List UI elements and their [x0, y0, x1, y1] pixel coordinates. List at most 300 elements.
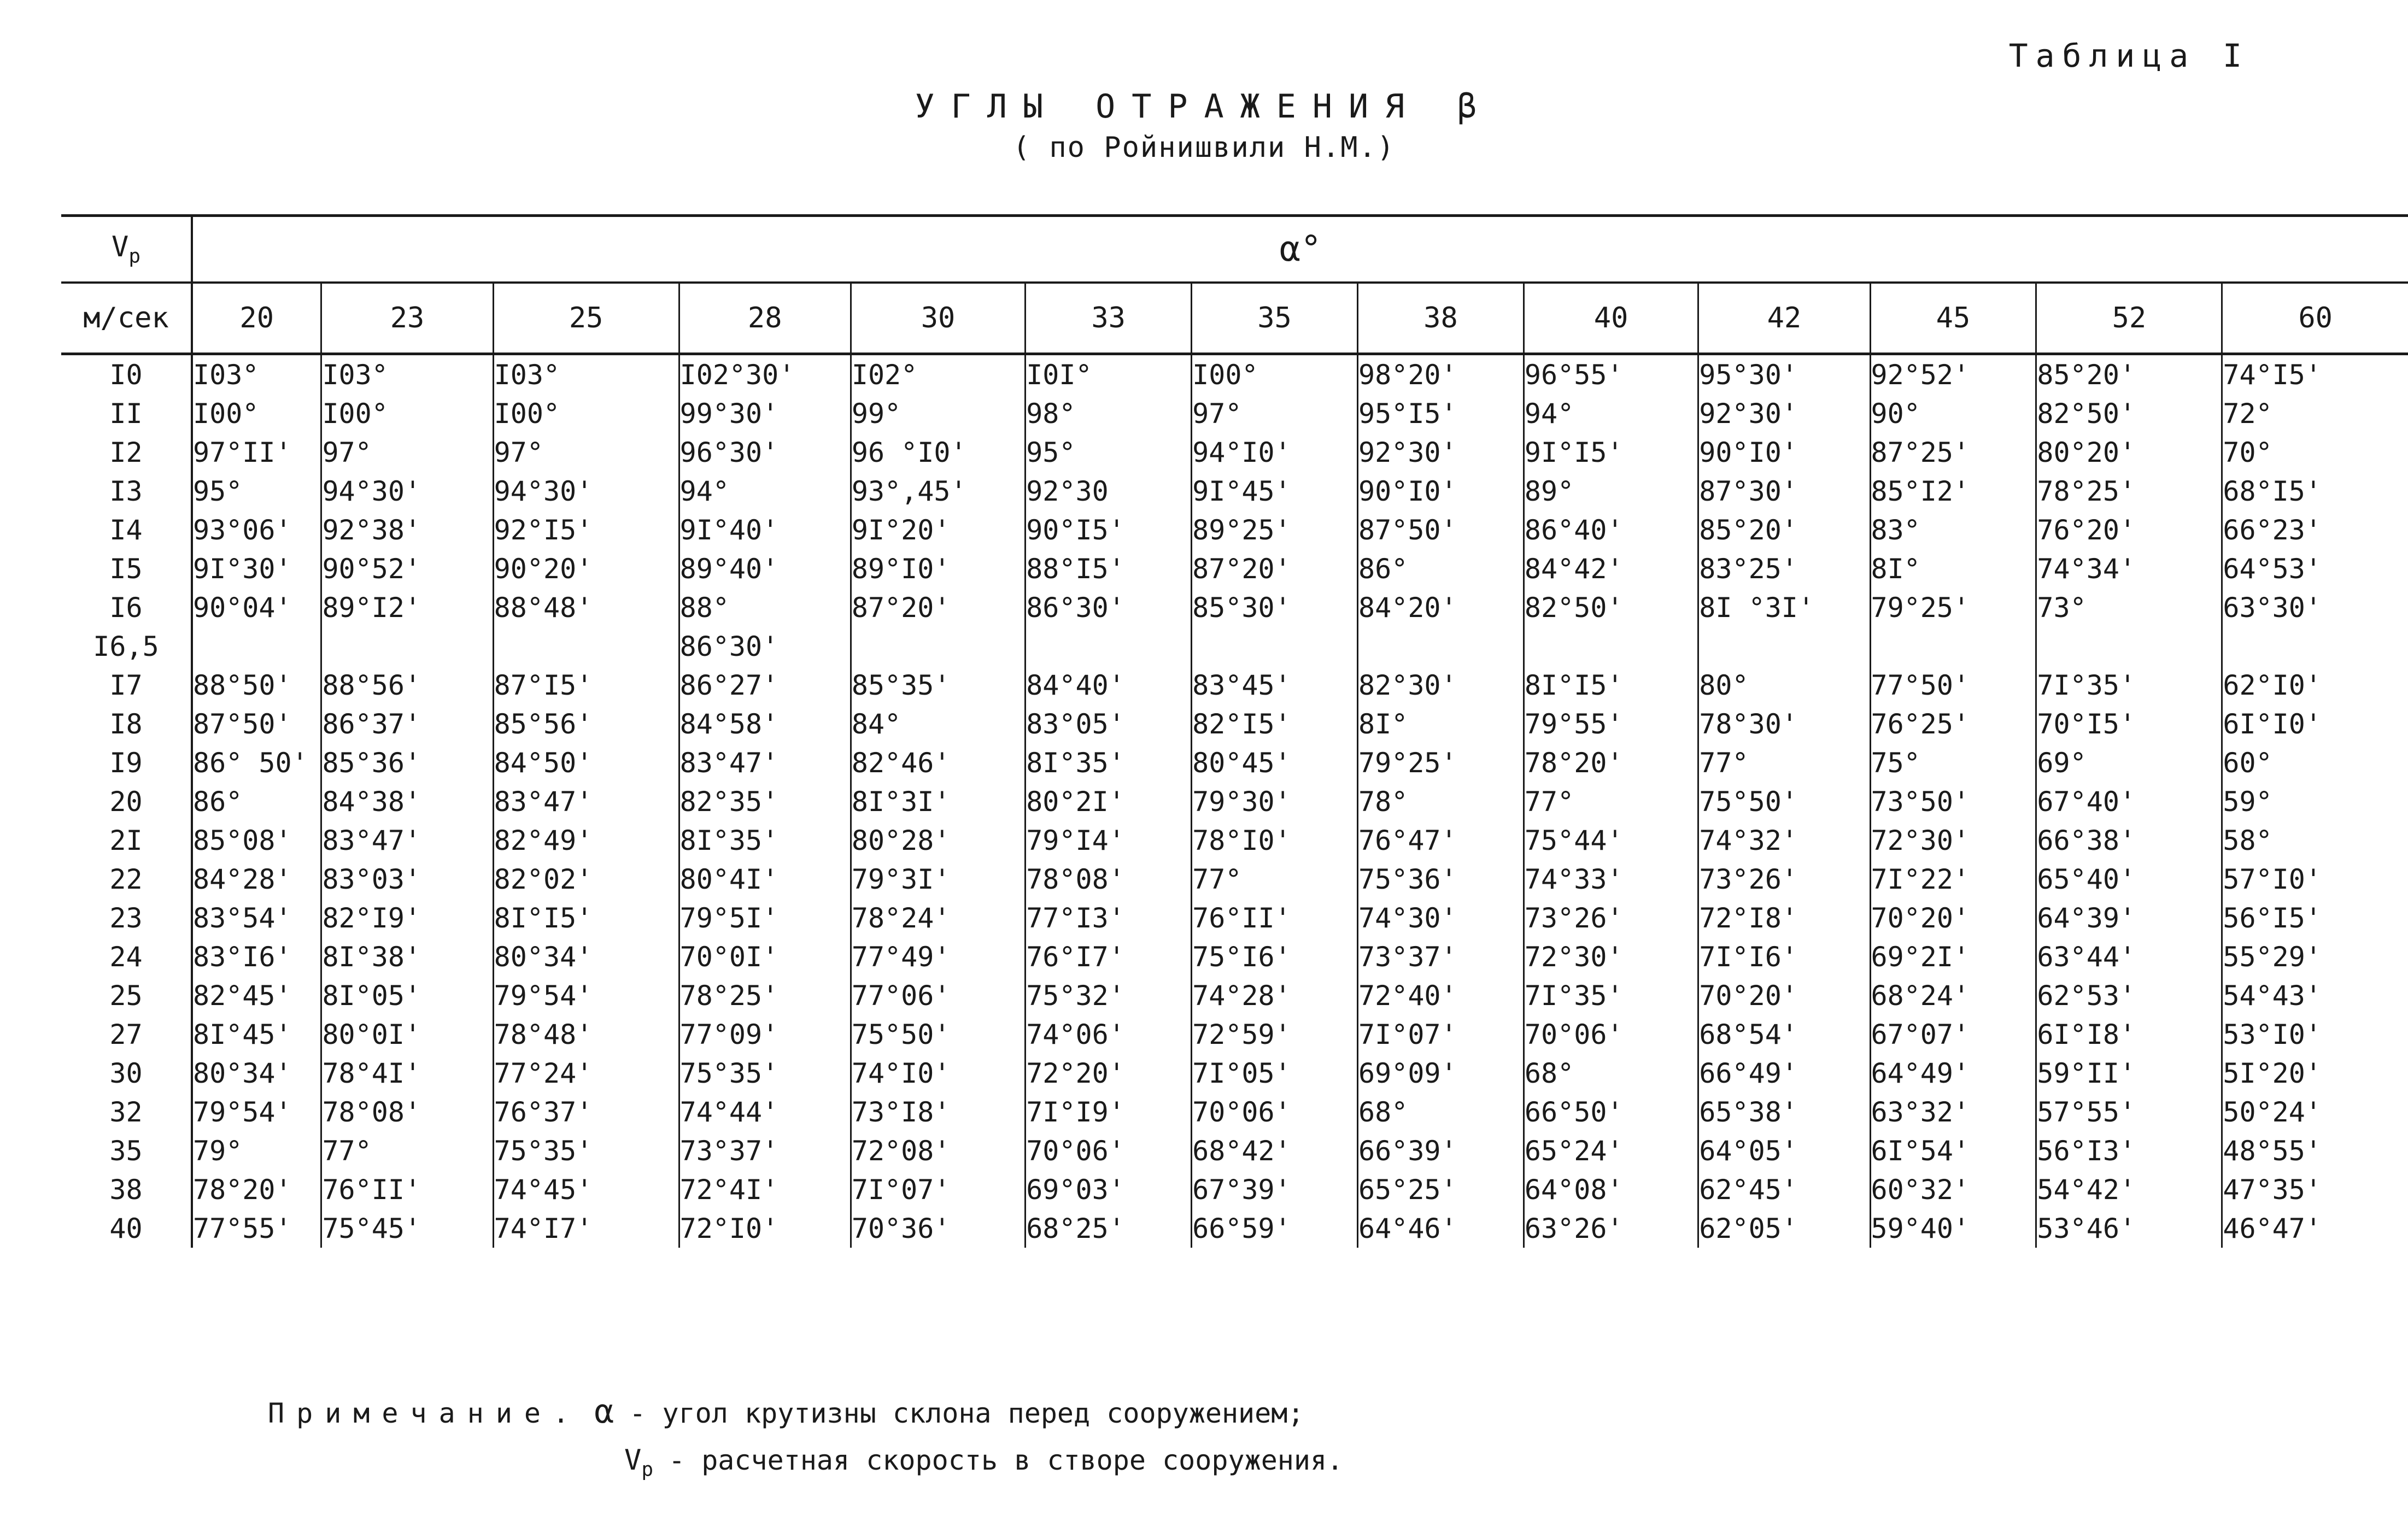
angle-value: 75°35' [679, 1054, 851, 1093]
alpha-column-8: 40 [1524, 283, 1698, 354]
angle-value: 79°55' [1524, 704, 1698, 743]
angle-value: 78°20' [1524, 743, 1698, 782]
angle-value: 9I°40' [679, 510, 851, 549]
angle-value: 78°I0' [1192, 821, 1358, 860]
angle-value: 79°5I' [679, 898, 851, 937]
alpha-column-4: 30 [851, 283, 1025, 354]
angle-value: 72°59' [1192, 1015, 1358, 1054]
angle-value: 90°20' [493, 549, 679, 588]
angle-value: 95° [1026, 433, 1192, 472]
vp-value: 23 [61, 898, 192, 937]
angle-value: 74°06' [1026, 1015, 1192, 1054]
angle-value: 97° [321, 433, 493, 472]
angle-value: 63°32' [1870, 1093, 2036, 1131]
table-row [61, 354, 2408, 395]
angle-value: 75°45' [321, 1209, 493, 1248]
table-row [61, 743, 2408, 782]
vp-value: 25 [61, 976, 192, 1015]
alpha-column-2: 25 [493, 283, 679, 354]
angle-value: 74°44' [679, 1093, 851, 1131]
angle-value: 72°40' [1358, 976, 1524, 1015]
table-row [61, 433, 2408, 472]
angle-value: 94° [1524, 394, 1698, 433]
angle-value: 64°49' [1870, 1054, 2036, 1093]
angle-value: 73°50' [1870, 782, 2036, 821]
angle-value [1870, 627, 2036, 666]
table-row [61, 704, 2408, 743]
angle-value: 96°30' [679, 433, 851, 472]
alpha-column-11: 52 [2036, 283, 2222, 354]
angle-value: 73°I8' [851, 1093, 1025, 1131]
angle-value: 75°50' [1698, 782, 1870, 821]
angle-value: 76°20' [2036, 510, 2222, 549]
angle-value: 74°33' [1524, 860, 1698, 898]
angle-value: 73°37' [679, 1131, 851, 1170]
note-vp-text: - расчетная скорость в створе сооружения. [669, 1444, 1344, 1476]
angle-value: 93°,45' [851, 472, 1025, 510]
vp-value: I7 [61, 666, 192, 704]
angle-value: 77°09' [679, 1015, 851, 1054]
angle-value: 62°I0' [2223, 669, 2322, 701]
angle-value: 73° [2036, 588, 2222, 627]
angle-value: 7I°07' [1358, 1015, 1524, 1054]
angle-value: 8I°35' [679, 821, 851, 860]
table-number-label: Таблица I [2008, 37, 2249, 74]
angle-value: 77°49' [851, 937, 1025, 976]
angle-value: 59° [2223, 785, 2272, 818]
angle-value: 55°29' [2223, 941, 2322, 973]
alpha-column-1: 23 [321, 283, 493, 354]
angle-value: 87°30' [1698, 472, 1870, 510]
angle-value: 56°I3' [2036, 1131, 2222, 1170]
angle-value: 89°I2' [321, 588, 493, 627]
angle-value: 87°20' [1192, 549, 1358, 588]
angle-value: 73°37' [1358, 937, 1524, 976]
angle-value: 83°47' [321, 821, 493, 860]
angle-value: 66°59' [1192, 1209, 1358, 1248]
angle-value: 53°46' [2036, 1209, 2222, 1248]
angle-value: 80° [1698, 666, 1870, 704]
angle-value: 92°30 [1026, 472, 1192, 510]
angle-value: 63°44' [2036, 937, 2222, 976]
angle-value: 89°I0' [851, 549, 1025, 588]
angle-value: 83°I6' [192, 937, 321, 976]
angle-value: 7I°07' [851, 1170, 1025, 1209]
alpha-column-9: 42 [1698, 283, 1870, 354]
angle-value: 85°36' [321, 743, 493, 782]
angle-value: 75°36' [1358, 860, 1524, 898]
angle-value: 74°30' [1358, 898, 1524, 937]
angle-value: 64°05' [1698, 1131, 1870, 1170]
angle-value: 7I°I6' [1698, 937, 1870, 976]
angle-value: 6I°54' [1870, 1131, 2036, 1170]
angle-value: 70°20' [1698, 976, 1870, 1015]
angle-value: 46°47' [2223, 1212, 2322, 1244]
table-row [61, 510, 2408, 549]
note-vp-subscript: p [641, 1458, 653, 1481]
angle-value: 64°39' [2036, 898, 2222, 937]
angle-value: 95° [192, 472, 321, 510]
angle-value: 59°40' [1870, 1209, 2036, 1248]
angle-value: 65°38' [1698, 1093, 1870, 1131]
angle-value: 70°06' [1192, 1093, 1358, 1131]
angle-value: 77°06' [851, 976, 1025, 1015]
note-label: Примечание. [268, 1397, 582, 1429]
angle-value: 68°42' [1192, 1131, 1358, 1170]
angle-value: 77°24' [493, 1054, 679, 1093]
angle-value [2222, 627, 2408, 666]
angle-value: 78°48' [493, 1015, 679, 1054]
vp-value: 40 [61, 1209, 192, 1248]
angle-value: 6I°I0' [2223, 708, 2322, 740]
table-row [61, 1054, 2408, 1093]
angle-value: 83°05' [1026, 704, 1192, 743]
vp-value: I2 [61, 433, 192, 472]
angle-value: 56°I5' [2223, 902, 2322, 934]
angle-value: 84° [851, 704, 1025, 743]
angle-value: 80°0I' [321, 1015, 493, 1054]
angle-value: 96°55' [1524, 354, 1698, 395]
table-header-row-2 [61, 283, 2408, 354]
angle-value: 77° [321, 1131, 493, 1170]
angle-value: 72°4I' [679, 1170, 851, 1209]
angle-value: 72° [2223, 397, 2272, 430]
angle-value: 83°03' [321, 860, 493, 898]
angle-value: 9I°I5' [1524, 433, 1698, 472]
angle-value: 86°37' [321, 704, 493, 743]
angle-value: 67°07' [1870, 1015, 2036, 1054]
vp-header-subscript: p [128, 245, 140, 268]
angle-value: 85°20' [1698, 510, 1870, 549]
angle-value: 82°35' [679, 782, 851, 821]
angle-value [1192, 627, 1358, 666]
angle-value: 84°42' [1524, 549, 1698, 588]
angle-value: 82°49' [493, 821, 679, 860]
angle-value: 87°I5' [493, 666, 679, 704]
angle-value: 94°30' [493, 472, 679, 510]
note-vp-letter: V [624, 1444, 642, 1477]
angle-value: 77°50' [1870, 666, 2036, 704]
angle-value: 68° [1358, 1093, 1524, 1131]
angle-value: 72°I0' [679, 1209, 851, 1248]
angle-value: 79°25' [1870, 588, 2036, 627]
table-row [61, 627, 2408, 666]
unit-header: м/сек [61, 283, 192, 354]
angle-value: 79°30' [1192, 782, 1358, 821]
angle-value: 97° [493, 433, 679, 472]
angle-value: 70°36' [851, 1209, 1025, 1248]
vp-value: I6 [61, 588, 192, 627]
angle-value: 83°47' [679, 743, 851, 782]
angle-value: 90° [1870, 394, 2036, 433]
angle-value: 68° [1524, 1054, 1698, 1093]
angle-value: I00° [321, 394, 493, 433]
angle-value: 77° [1698, 743, 1870, 782]
reflection-angles-table [61, 214, 2408, 1248]
angle-value [1698, 627, 1870, 666]
angle-value: 86° [192, 782, 321, 821]
angle-value: 65°40' [2036, 860, 2222, 898]
angle-value: 78°4I' [321, 1054, 493, 1093]
angle-value: 48°55' [2223, 1135, 2322, 1167]
angle-value: 97°II' [192, 433, 321, 472]
angle-value: 82°45' [192, 976, 321, 1015]
angle-value: 92°I5' [493, 510, 679, 549]
angle-value: 6I°I8' [2036, 1015, 2222, 1054]
table-row [61, 821, 2408, 860]
angle-value: I02° [851, 354, 1025, 395]
angle-value: 89°25' [1192, 510, 1358, 549]
angle-value: 88° [679, 588, 851, 627]
note-alpha-text: - угол крутизны склона перед сооружением; [629, 1397, 1304, 1429]
angle-value: 84°28' [192, 860, 321, 898]
angle-value: 98° [1026, 394, 1192, 433]
alpha-column-5: 33 [1026, 283, 1192, 354]
angle-value: 70°0I' [679, 937, 851, 976]
angle-value: 98°20' [1358, 354, 1524, 395]
angle-value: 82°50' [1524, 588, 1698, 627]
alpha-column-12: 60 [2222, 283, 2408, 354]
angle-value: 9I°30' [192, 549, 321, 588]
angle-value: 84°58' [679, 704, 851, 743]
angle-value: 86°30' [1026, 588, 1192, 627]
angle-value: 66°50' [1524, 1093, 1698, 1131]
angle-value: 90°I0' [1358, 472, 1524, 510]
angle-value: 80°34' [192, 1054, 321, 1093]
vp-value: 27 [61, 1015, 192, 1054]
angle-value: 78°24' [851, 898, 1025, 937]
angle-value: 78°08' [321, 1093, 493, 1131]
angle-value: 8I °3I' [1698, 588, 1870, 627]
angle-value: 82°02' [493, 860, 679, 898]
angle-value: 63°30' [2223, 591, 2322, 624]
angle-value: 78°08' [1026, 860, 1192, 898]
angle-value: 90°04' [192, 588, 321, 627]
angle-value: 77°55' [192, 1209, 321, 1248]
angle-value: 94°30' [321, 472, 493, 510]
angle-value: 90°I5' [1026, 510, 1192, 549]
angle-value: 72°08' [851, 1131, 1025, 1170]
angle-value: 58° [2223, 824, 2272, 856]
angle-value: 85°35' [851, 666, 1025, 704]
angle-value: 99°30' [679, 394, 851, 433]
angle-value: 73°26' [1524, 898, 1698, 937]
angle-value: 75°50' [851, 1015, 1025, 1054]
angle-value: 69°03' [1026, 1170, 1192, 1209]
angle-value: 85°30' [1192, 588, 1358, 627]
angle-value [2036, 627, 2222, 666]
angle-value: I00° [493, 394, 679, 433]
angle-value: I03° [493, 354, 679, 395]
angle-value: I0I° [1026, 354, 1192, 395]
angle-value: 84°40' [1026, 666, 1192, 704]
angle-value: 73°26' [1698, 860, 1870, 898]
angle-value: 69°09' [1358, 1054, 1524, 1093]
angle-value: 66°38' [2036, 821, 2222, 860]
angle-value: 85°I2' [1870, 472, 2036, 510]
angle-value: 57°55' [2036, 1093, 2222, 1131]
vp-value: I0 [61, 354, 192, 395]
angle-value: 69°2I' [1870, 937, 2036, 976]
alpha-column-10: 45 [1870, 283, 2036, 354]
angle-value: 93°06' [192, 510, 321, 549]
angle-value: 82°I9' [321, 898, 493, 937]
angle-value: 87°50' [1358, 510, 1524, 549]
table-row [61, 549, 2408, 588]
vp-value: 30 [61, 1054, 192, 1093]
angle-value: 80°2I' [1026, 782, 1192, 821]
angle-value: 77° [1192, 860, 1358, 898]
angle-value: 9I°45' [1192, 472, 1358, 510]
angle-value: 70°I5' [2036, 704, 2222, 743]
angle-value: 92°30' [1358, 433, 1524, 472]
angle-value: 79°I4' [1026, 821, 1192, 860]
angle-value: 64°53' [2223, 553, 2322, 585]
angle-value: 8I°38' [321, 937, 493, 976]
angle-value: 84°50' [493, 743, 679, 782]
angle-value [1358, 627, 1524, 666]
vp-value: I5 [61, 549, 192, 588]
angle-value: 68°25' [1026, 1209, 1192, 1248]
angle-value: 54°43' [2223, 979, 2322, 1012]
angle-value: 7I°22' [1870, 860, 2036, 898]
angle-value: 68°I5' [2223, 475, 2322, 507]
angle-value: 8I°35' [1026, 743, 1192, 782]
angle-value: 79°25' [1358, 743, 1524, 782]
angle-value: 76°37' [493, 1093, 679, 1131]
angle-value: 72°I8' [1698, 898, 1870, 937]
angle-value: 63°26' [1524, 1209, 1698, 1248]
angle-value: 92°52' [1870, 354, 2036, 395]
angle-value: 74°45' [493, 1170, 679, 1209]
angle-value: 8I°3I' [851, 782, 1025, 821]
angle-value: 8I° [1870, 549, 2036, 588]
angle-value: 89° [1524, 472, 1698, 510]
angle-value: 86°30' [679, 627, 851, 666]
alpha-column-3: 28 [679, 283, 851, 354]
angle-value: 70°20' [1870, 898, 2036, 937]
angle-value: 85°56' [493, 704, 679, 743]
angle-value: 79°3I' [851, 860, 1025, 898]
vp-value: 24 [61, 937, 192, 976]
angle-value: 65°24' [1524, 1131, 1698, 1170]
table-row [61, 782, 2408, 821]
angle-value: 82°I5' [1192, 704, 1358, 743]
table-row [61, 1093, 2408, 1131]
angle-value: 95°30' [1698, 354, 1870, 395]
angle-value: 50°24' [2223, 1096, 2322, 1128]
angle-value: 8I°45' [192, 1015, 321, 1054]
angle-value: 72°20' [1026, 1054, 1192, 1093]
angle-value: 76°25' [1870, 704, 2036, 743]
angle-value: 83°47' [493, 782, 679, 821]
angle-value: 89°40' [679, 549, 851, 588]
table-row [61, 588, 2408, 627]
alpha-column-0: 20 [192, 283, 321, 354]
angle-value: 74°34' [2036, 549, 2222, 588]
angle-value [192, 627, 321, 666]
vp-header-symbol: V [112, 231, 129, 264]
angle-value: 74°I7' [493, 1209, 679, 1248]
angle-value: 88°I5' [1026, 549, 1192, 588]
angle-value: 86° 50' [192, 743, 321, 782]
angle-value: 80°20' [2036, 433, 2222, 472]
angle-value: 68°24' [1870, 976, 2036, 1015]
angle-value: 74°32' [1698, 821, 1870, 860]
angle-value: 87°20' [851, 588, 1025, 627]
note-vp-symbol [624, 1444, 653, 1481]
vp-value: I9 [61, 743, 192, 782]
table-row [61, 976, 2408, 1015]
angle-value: 94°I0' [1192, 433, 1358, 472]
table-row [61, 394, 2408, 433]
angle-value: 75°35' [493, 1131, 679, 1170]
angle-value: 64°46' [1358, 1209, 1524, 1248]
angle-value: 70°06' [1026, 1131, 1192, 1170]
angle-value: 80°28' [851, 821, 1025, 860]
table-row [61, 666, 2408, 704]
angle-value: 66°23' [2223, 514, 2322, 546]
angle-value: 76°47' [1358, 821, 1524, 860]
table-subtitle: ( по Ройнишвили Н.М.) [1012, 131, 1396, 164]
vp-value: I6,5 [61, 627, 192, 666]
angle-value: 79° [192, 1131, 321, 1170]
angle-value: 8I° [1358, 704, 1524, 743]
angle-value: 78° [1358, 782, 1524, 821]
angle-value: 74°28' [1192, 976, 1358, 1015]
angle-value: 75°44' [1524, 821, 1698, 860]
angle-value: 84°20' [1358, 588, 1524, 627]
angle-value: 80°4I' [679, 860, 851, 898]
vp-value: I8 [61, 704, 192, 743]
table-row [61, 860, 2408, 898]
angle-value: 72°30' [1524, 937, 1698, 976]
alpha-column-header: α° [192, 216, 2408, 283]
angle-value: 94° [679, 472, 851, 510]
angle-value: 92°30' [1698, 394, 1870, 433]
angle-value: 85°08' [192, 821, 321, 860]
angle-value: 77°I3' [1026, 898, 1192, 937]
angle-value: 7I°35' [1524, 976, 1698, 1015]
angle-value: 78°30' [1698, 704, 1870, 743]
angle-value: I00° [192, 394, 321, 433]
angle-value: 70° [2223, 436, 2272, 468]
angle-value: 87°25' [1870, 433, 2036, 472]
angle-value: 76°II' [321, 1170, 493, 1209]
table-header-row-1 [61, 216, 2408, 283]
angle-value: I03° [192, 354, 321, 395]
vp-value: 2I [61, 821, 192, 860]
angle-value: 75° [1870, 743, 2036, 782]
angle-value: 78°25' [679, 976, 851, 1015]
table-row [61, 472, 2408, 510]
angle-value: 78°25' [2036, 472, 2222, 510]
angle-value: 60° [2223, 747, 2272, 779]
vp-value: 22 [61, 860, 192, 898]
angle-value: 8I°I5' [493, 898, 679, 937]
angle-value: 75°I6' [1192, 937, 1358, 976]
angle-value: 88°48' [493, 588, 679, 627]
angle-value: 75°32' [1026, 976, 1192, 1015]
angle-value: 95°I5' [1358, 394, 1524, 433]
angle-value: 88°50' [192, 666, 321, 704]
angle-value: 84°38' [321, 782, 493, 821]
table-title: УГЛЫ ОТРАЖЕНИЯ β [915, 87, 1493, 126]
table-row [61, 898, 2408, 937]
table-row [61, 1015, 2408, 1054]
angle-value: 83°45' [1192, 666, 1358, 704]
angle-value: I03° [321, 354, 493, 395]
